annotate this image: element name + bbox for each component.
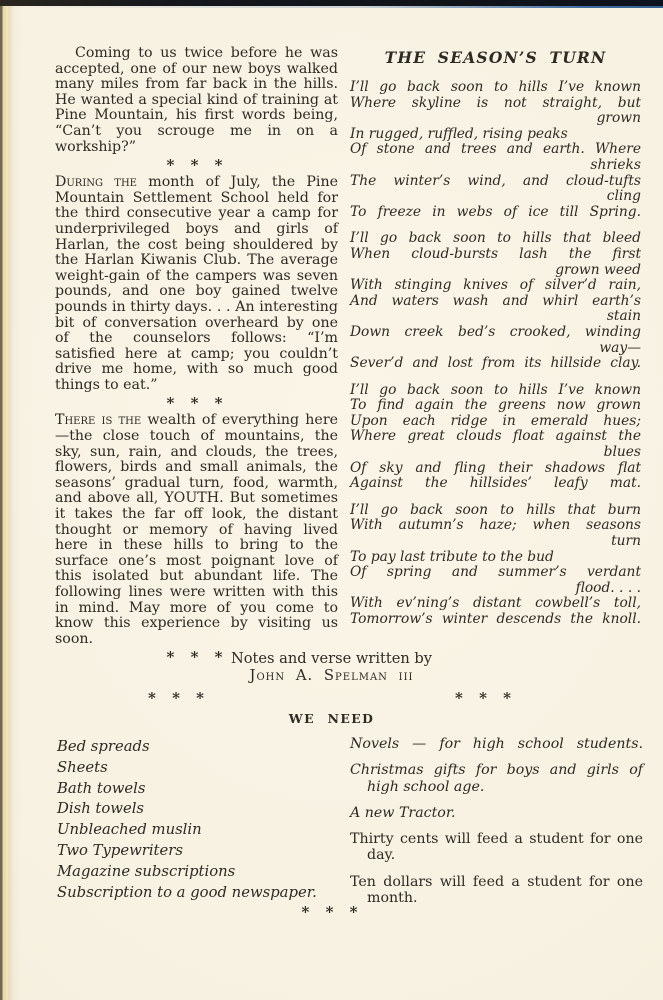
star-separator: * * * (166, 648, 227, 667)
list-item: Unbleached muslin (57, 821, 202, 839)
poem-stanza-2 (350, 231, 641, 371)
poem-line-wrap: flood. . . . (575, 579, 641, 596)
paragraph-lead: There is the (55, 412, 142, 429)
poem-line: When cloud-bursts lash the first (350, 245, 641, 262)
star-separator: * * * (166, 156, 227, 175)
poem-stanza-1 (350, 80, 641, 220)
poem-line: To freeze in webs of ice till Spring. (350, 203, 641, 220)
poem-line: And waters wash and whirl earth’s (350, 292, 641, 309)
poem-line: I’ll go back soon to hills I’ve known (350, 79, 641, 95)
poem-line: Where skyline is not straight, but (350, 94, 641, 111)
list-item: Two Typewriters (57, 841, 183, 859)
list-item: Bath towels (57, 779, 146, 797)
poem-line: I’ll go back soon to hills I’ve known (350, 381, 641, 398)
credits-block (0, 650, 663, 684)
list-item: Ten dollars will feed a student for one month. (350, 873, 643, 907)
list-item: Novels — for high school students. (350, 736, 643, 752)
needs-list-left (57, 737, 342, 903)
notes-column (55, 46, 338, 667)
poem-line: The winter’s wind, and cloud-tufts (350, 172, 641, 189)
poem-line: Against the hillsides’ leafy mat. (350, 475, 641, 492)
poem-line: With autumn’s haze; when seasons (350, 517, 641, 534)
poem-line: I’ll go back soon to hills that burn (350, 501, 641, 518)
list-item: Magazine subscriptions (57, 862, 236, 880)
scan-edge-left (0, 0, 14, 1000)
poem-line: To find again the greens now grown (350, 397, 641, 414)
scan-edge-top-blue-line (0, 6, 663, 8)
poem-line: To pay last tribute to the bud (350, 548, 554, 565)
credits-author: John A. Spelman iii (249, 667, 414, 684)
poem-line: Where great clouds float against the (350, 428, 641, 445)
poem-stanza-4 (350, 503, 641, 628)
poem-line-wrap: cling (606, 188, 641, 205)
credits-line: Notes and verse written by (230, 650, 432, 667)
poem-line-wrap: shrieks (590, 156, 641, 173)
poem-stanza-3 (350, 383, 641, 492)
list-item: Thirty cents will feed a student for one day. (350, 830, 643, 864)
poem-line: Tomorrow’s winter descends the knoll. (350, 611, 641, 627)
list-item: Sheets (57, 758, 108, 776)
list-item: Christmas gifts for boys and girls of high school age. (350, 762, 643, 795)
poem-line: With stinging knives of silver’d rain, (350, 277, 641, 294)
poem-line: Sever’d and lost from its hillside clay. (350, 355, 641, 372)
poem-line: Of spring and summer’s verdant (350, 564, 641, 581)
star-separator-bottom: * * * (301, 903, 362, 921)
list-item: A new Tractor. (350, 804, 456, 821)
poem-line: Of stone and trees and earth. Where (350, 141, 641, 158)
poem-title: THE SEASON’S TURN (384, 48, 607, 67)
paragraph-text: wealth of everything here—the close touch of mountains, the sky, sun, rain, and clouds, the trees, flowers, birds and small animals, the seasons’ gradual turn, food, warmth, and above all, YOUTH. But sometimes it takes the far off look, the distant thought or memory of having lived here in these hills to bring to the surface one’s most poignant love of this isolated but abundant life. The following lines were written with this in mind. May more of you come to know this experience by visiting us soon. (55, 412, 339, 647)
needs-list-right (350, 736, 643, 916)
paragraph-wealth (55, 413, 338, 647)
poem-line-wrap: grown weed (555, 261, 641, 278)
poem-line-wrap: blues (603, 444, 641, 461)
star-separator: * * * (148, 689, 208, 707)
we-need-heading: WE NEED (288, 711, 375, 726)
poem-line: In rugged, ruffled, rising peaks (350, 125, 568, 142)
poem-line-wrap: grown (596, 110, 641, 127)
double-star-row (148, 691, 515, 706)
poem-line-wrap: way— (599, 339, 641, 356)
poem-line: I’ll go back soon to hills that bleed (350, 230, 641, 247)
poem-line-wrap: stain (606, 308, 641, 325)
poem-line: Down creek bed’s crooked, winding (350, 323, 641, 340)
list-item: Subscription to a good newspaper. (57, 883, 317, 901)
poem-line: Of sky and fling their shadows flat (350, 459, 641, 476)
poem-line: Upon each ridge in emerald hues; (350, 412, 641, 429)
list-item: Dish towels (57, 800, 145, 818)
star-separator: * * * (455, 689, 515, 707)
list-item: Bed spreads (57, 738, 150, 755)
paragraph-text: month of July, the Pine Mountain Settlement School held for the third consecutive year a camp for underprivileged boys and girls of Harlan, the cost being shouldered by the Harlan Kiwanis Club. The average weight-gain of the campers was seven pounds, and one boy gained twelve pounds in thirty days. . . An interesting bit of conversation overheard by one of the counselors follows: “I’m satisfied here at camp; you couldn’t drive me home, with so much good things to eat.” (55, 174, 338, 393)
poem-column (350, 46, 641, 639)
paragraph-text: Coming to us twice before he was accepted, one of our new boys walked many miles from far back in the hills. He wanted a special kind of training at Pine Mountain, his first words being, “Can’t you scrouge me in on a workship?” (55, 45, 338, 155)
poem-line: With ev’ning’s distant cowbell’s toll, (350, 595, 641, 612)
poem-line-wrap: turn (611, 533, 641, 550)
paragraph-coming-to-us (55, 46, 338, 155)
star-separator: * * * (166, 394, 227, 413)
paragraph-camp (55, 175, 338, 393)
paragraph-lead: During the (55, 174, 137, 191)
